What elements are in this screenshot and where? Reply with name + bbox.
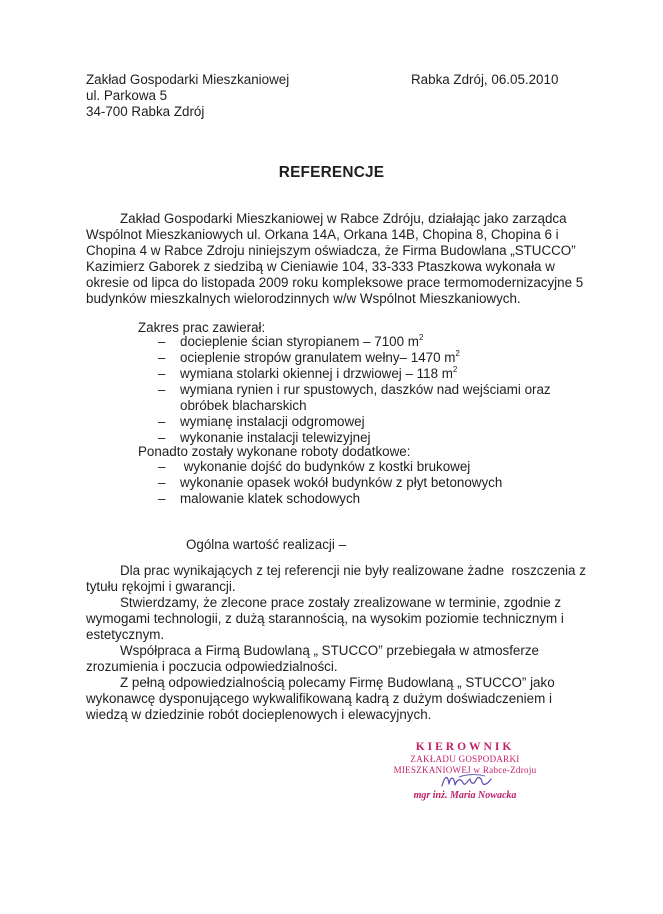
closing-line: Dla prac wynikających z tej referencji nie były realizowane żadne roszczenia z bbox=[120, 563, 586, 578]
intro-line: Chopina 4 w Rabce Zdroju niniejszym oświadcza, że Firma Budowlana „STUCCO” bbox=[86, 243, 576, 258]
closing-line: Z pełną odpowiedzialnością polecamy Firmę Budowlaną „ STUCCO” jako bbox=[120, 675, 555, 690]
scope-item-text: docieplenie ścian styropianem – 7100 m bbox=[180, 334, 419, 349]
sender-name: Zakład Gospodarki Mieszkaniowej bbox=[86, 72, 290, 87]
closing-line: wykonawcę dysponującego wykwalifikowaną kadrą z dużym doświadczeniem i bbox=[86, 691, 552, 706]
dash-bullet: – bbox=[158, 459, 166, 474]
additional-item-text: wykonanie opasek wokół budynków z płyt betonowych bbox=[180, 475, 503, 490]
closing-line: Stwierdzamy, że zlecone prace zostały zrealizowane w terminie, zgodnie z bbox=[120, 595, 562, 610]
additional-item-text: malowanie klatek schodowych bbox=[180, 491, 361, 506]
closing-line: estetycznym. bbox=[86, 627, 165, 642]
additional-works-list bbox=[158, 459, 502, 507]
intro-line: Wspólnot Mieszkaniowych ul. Orkana 14A, Orkana 14B, Chopina 8, Chopina 6 i bbox=[86, 227, 559, 242]
closing-line: wiedzą w dziedzinie robót docieplenowych i elewacyjnych. bbox=[86, 707, 432, 722]
dash-bullet: – bbox=[158, 491, 166, 506]
scope-item-text: ocieplenie stropów granulatem wełny– 1470 m bbox=[180, 350, 456, 365]
closing-line: wymogami technologii, z dużą starannością, na wysokim poziomie technicznym i bbox=[86, 611, 564, 626]
stamp-line: ZAKŁADU GOSPODARKI bbox=[410, 754, 520, 764]
list-item bbox=[158, 459, 502, 475]
scope-item-text: wymiana stolarki okiennej i drzwiowej – 118 m bbox=[180, 366, 453, 381]
closing-line: tytułu rękojmi i gwarancji. bbox=[86, 579, 236, 594]
dash-bullet: – bbox=[158, 366, 166, 381]
dash-bullet: – bbox=[158, 430, 166, 445]
stamp-title: KIEROWNIK bbox=[415, 741, 515, 753]
list-item bbox=[158, 414, 551, 430]
place-date: Rabka Zdrój, 06.05.2010 bbox=[411, 72, 559, 87]
scope-item-text-continued: obróbek blacharskich bbox=[180, 397, 307, 413]
list-item bbox=[158, 334, 551, 350]
sender-address bbox=[86, 72, 289, 120]
additional-item-text: wykonanie dojść do budynków z kostki brukowej bbox=[180, 459, 471, 474]
intro-line: budynków mieszkalnych wielorodzinnych w/w Wspólnot Mieszkaniowych. bbox=[86, 291, 521, 306]
superscript: 2 bbox=[455, 349, 460, 358]
superscript: 2 bbox=[418, 333, 424, 342]
list-item bbox=[158, 366, 551, 382]
total-value-line: Ogólna wartość realizacji – bbox=[186, 537, 347, 552]
list-item bbox=[158, 491, 502, 507]
scope-list bbox=[158, 334, 551, 446]
superscript: 2 bbox=[452, 365, 458, 374]
handwritten-signature bbox=[439, 771, 499, 791]
list-item bbox=[158, 350, 551, 366]
closing-line: zrozumienia i poczucia odpowiedzialności. bbox=[86, 659, 338, 674]
closing-text bbox=[86, 563, 586, 723]
closing-line: Współpraca a Firmą Budowlaną „ STUCCO” przebiegała w atmosferze bbox=[120, 643, 539, 658]
list-item bbox=[158, 475, 502, 491]
stamp-line: MIESZKANIOWEJ w Rabce-Zdroju bbox=[393, 765, 537, 775]
intro-paragraph bbox=[86, 211, 586, 307]
dash-bullet: – bbox=[158, 475, 166, 490]
scope-item-text: wymianę instalacji odgromowej bbox=[180, 414, 365, 429]
list-item bbox=[158, 382, 551, 414]
dash-bullet: – bbox=[158, 414, 166, 429]
intro-line: okresie od lipca do listopada 2009 roku kompleksowe prace termomodernizacyjne 5 bbox=[86, 275, 584, 290]
scope-item-text: wymiana rynien i rur spustowych, daszków nad wejściami oraz bbox=[180, 382, 551, 397]
scope-item-text: wykonanie instalacji telewizyjnej bbox=[180, 430, 371, 445]
intro-line: Zakład Gospodarki Mieszkaniowej w Rabce Zdróju, działając jako zarządca bbox=[120, 211, 567, 226]
intro-line: Kazimierz Gaborek z siedzibą w Cieniawie 104, 33-333 Ptaszkowa wykonała w bbox=[86, 259, 555, 274]
scope-heading: Zakres prac zawierał: bbox=[138, 320, 266, 335]
dash-bullet: – bbox=[158, 382, 166, 397]
stamp-signatory-name: mgr inż. Maria Nowacka bbox=[413, 790, 517, 801]
sender-city: 34-700 Rabka Zdrój bbox=[86, 104, 205, 119]
dash-bullet: – bbox=[158, 334, 166, 349]
additional-works-heading: Ponadto zostały wykonane roboty dodatkowe: bbox=[138, 444, 411, 459]
dash-bullet: – bbox=[158, 350, 166, 365]
sender-street: ul. Parkowa 5 bbox=[86, 88, 168, 103]
document-title: REFERENCJE bbox=[278, 164, 385, 181]
